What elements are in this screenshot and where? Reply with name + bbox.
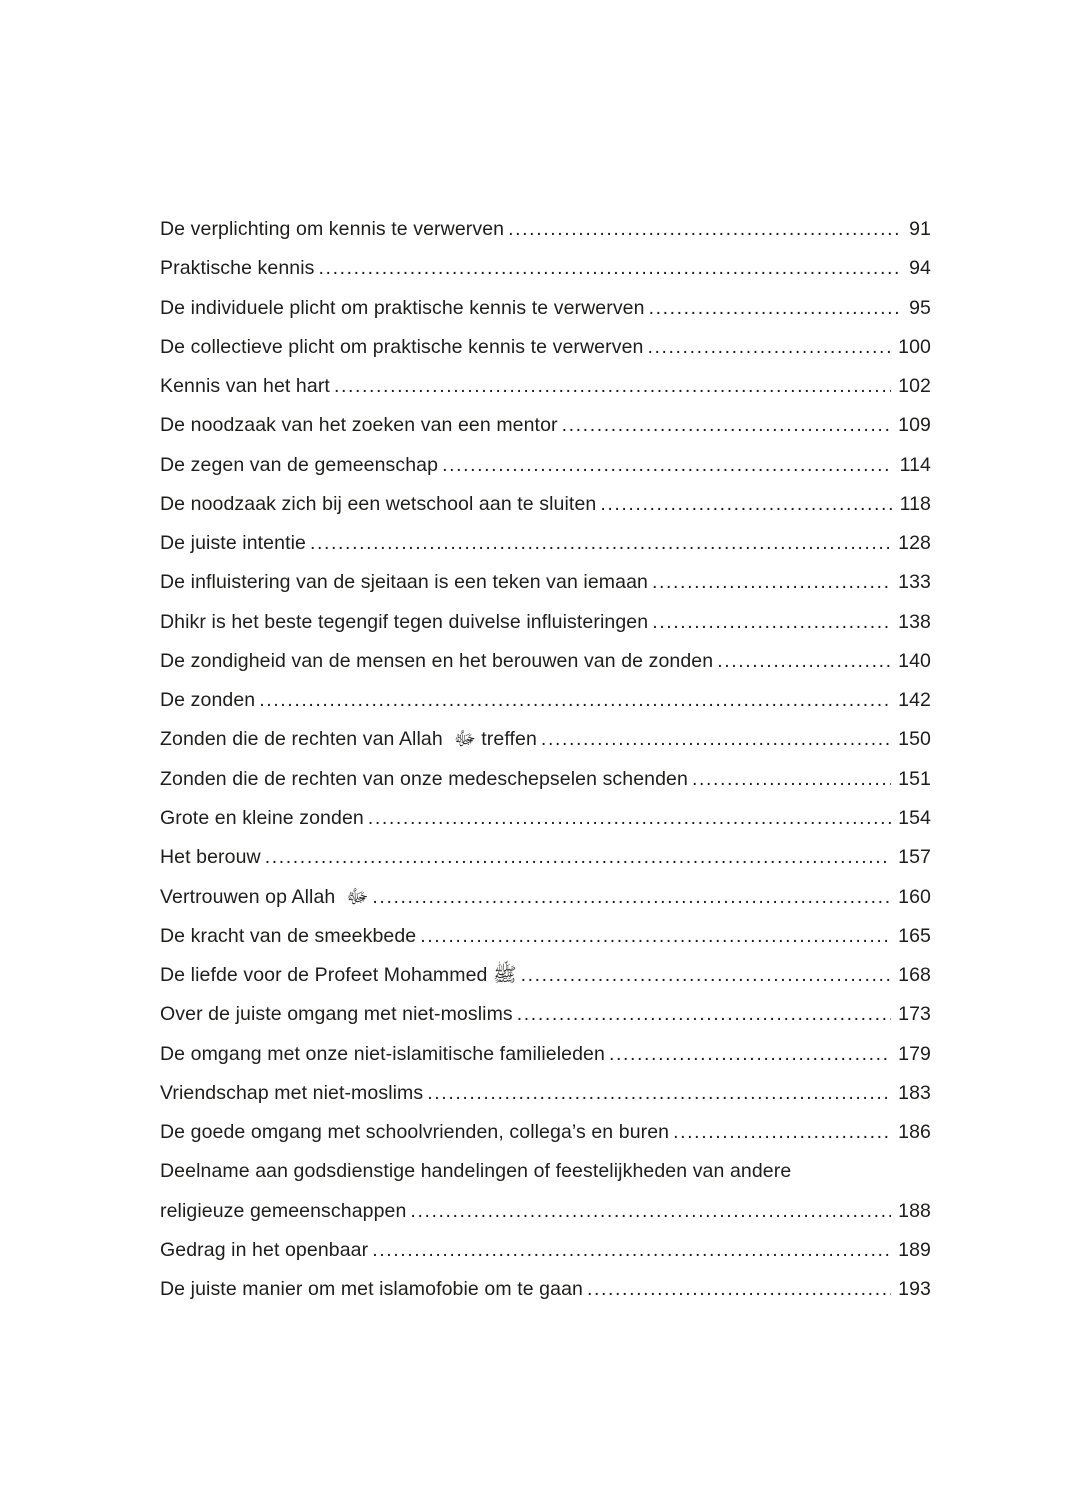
toc-dot-leader <box>517 995 891 1034</box>
toc-entry <box>160 642 931 681</box>
toc-entry-page: 168 <box>898 964 931 987</box>
toc-dot-leader <box>541 720 891 759</box>
toc-entry <box>160 367 931 406</box>
toc-dot-leader <box>372 1231 891 1270</box>
toc-entry-page: 91 <box>909 218 931 240</box>
toc-dot-leader <box>600 485 892 524</box>
toc-entry <box>160 485 931 524</box>
toc-entry <box>160 1270 931 1309</box>
toc-entry <box>160 720 931 759</box>
toc-dot-leader <box>647 328 891 367</box>
toc-entry-title: religieuze gemeenschappen <box>160 1199 407 1222</box>
toc-entry <box>160 1035 931 1074</box>
toc-entry-title: Deelname aan godsdienstige handelingen of feestelijkheden van andere <box>160 1160 792 1183</box>
toc-entry <box>160 681 931 720</box>
toc-entry <box>160 1074 931 1113</box>
toc-entry <box>160 603 931 642</box>
toc-entry-title: De noodzaak van het zoeken van een mentor <box>160 414 558 437</box>
toc-entry <box>160 917 931 956</box>
toc-dot-leader <box>652 603 891 642</box>
toc-entry-page: 140 <box>898 649 931 672</box>
toc-entry-title: De kracht van de smeekbede <box>160 924 417 947</box>
toc-entry <box>160 1231 931 1270</box>
toc-entry <box>160 838 931 877</box>
toc-entry-page: 109 <box>898 414 931 437</box>
toc-entry-title: Het berouw <box>160 846 261 869</box>
toc-list <box>160 210 931 1309</box>
toc-entry-page: 151 <box>898 767 931 790</box>
toc-entry-title: De juiste manier om met islamofobie om te gaan <box>160 1278 583 1301</box>
toc-entry-title: Zonden die de rechten van onze medeschepselen schenden <box>160 767 688 790</box>
toc-dot-leader <box>420 917 891 956</box>
toc-dot-leader <box>562 406 892 445</box>
toc-entry <box>160 563 931 602</box>
toc-entry-page: 183 <box>898 1081 931 1104</box>
toc-entry-page: 102 <box>898 375 931 398</box>
toc-entry-title: De zondigheid van de mensen en het berouwen van de zonden <box>160 649 714 672</box>
toc-entry <box>160 1152 931 1191</box>
toc-entry <box>160 446 931 485</box>
toc-dot-leader <box>368 799 891 838</box>
toc-entry-page: 150 <box>898 728 931 751</box>
toc-dot-leader <box>521 956 892 995</box>
toc-entry-title: De omgang met onze niet-islamitische familieleden <box>160 1042 605 1065</box>
toc-entry-title: De verplichting om kennis te verwerven <box>160 218 505 240</box>
toc-entry-page: 142 <box>898 689 931 712</box>
toc-entry-title: De liefde voor de Profeet Mohammed ﷺ <box>160 964 517 987</box>
toc-entry-page: 154 <box>898 806 931 829</box>
toc-dot-leader <box>372 878 891 917</box>
toc-entry-title: Zonden die de rechten van Allah ﷻ treffen <box>160 728 537 751</box>
toc-entry-page: 133 <box>898 571 931 594</box>
toc-dot-leader <box>334 367 891 406</box>
toc-entry-title: De juiste intentie <box>160 532 306 555</box>
toc-dot-leader <box>649 289 903 328</box>
toc-dot-leader <box>508 210 902 249</box>
toc-entry-page: 128 <box>898 532 931 555</box>
toc-entry-page: 118 <box>899 492 931 515</box>
toc-entry-page: 165 <box>898 924 931 947</box>
toc-entry-title: De influistering van de sjeitaan is een teken van iemaan <box>160 571 648 594</box>
toc-dot-leader <box>652 563 891 602</box>
toc-entry-title: Praktische kennis <box>160 257 315 280</box>
toc-entry <box>160 799 931 838</box>
toc-dot-leader <box>692 760 891 799</box>
toc-entry <box>160 760 931 799</box>
toc-entry-title: Kennis van het hart <box>160 375 330 398</box>
toc-entry-page: 94 <box>909 257 931 280</box>
toc-entry <box>160 995 931 1034</box>
toc-entry-title: De goede omgang met schoolvrienden, collega’s en buren <box>160 1121 670 1144</box>
toc-entry-page: 95 <box>909 296 931 319</box>
toc-dot-leader <box>717 642 891 681</box>
toc-dot-leader <box>265 838 891 877</box>
toc-dot-leader <box>587 1270 891 1309</box>
toc-entry-title: Dhikr is het beste tegengif tegen duivelse influisteringen <box>160 610 649 633</box>
toc-dot-leader <box>609 1035 891 1074</box>
toc-entry-page: 160 <box>898 885 931 908</box>
toc-dot-leader <box>673 1113 891 1152</box>
toc-entry-page: 179 <box>898 1042 931 1065</box>
toc-entry-page: 188 <box>898 1199 931 1222</box>
toc-dot-leader <box>319 249 903 288</box>
toc-entry-page: 100 <box>898 335 931 358</box>
toc-entry <box>160 328 931 367</box>
toc-entry-title: Gedrag in het openbaar <box>160 1238 369 1261</box>
toc-entry <box>160 289 931 328</box>
toc-entry-title: De noodzaak zich bij een wetschool aan te sluiten <box>160 492 597 515</box>
toc-entry-page: 157 <box>898 846 931 869</box>
toc-entry <box>160 406 931 445</box>
toc-entry <box>160 878 931 917</box>
toc-entry <box>160 249 931 288</box>
toc-dot-leader <box>259 681 891 720</box>
toc-entry-title: Vertrouwen op Allah ﷻ <box>160 885 369 908</box>
toc-entry <box>160 210 931 249</box>
toc-entry-title: De zonden <box>160 689 256 712</box>
toc-entry <box>160 956 931 995</box>
toc-dot-leader <box>442 446 893 485</box>
toc-entry-title: De individuele plicht om praktische kennis te verwerven <box>160 296 645 319</box>
toc-dot-leader <box>427 1074 891 1113</box>
toc-entry-page: 173 <box>898 1003 931 1026</box>
toc-entry <box>160 524 931 563</box>
toc-dot-leader <box>410 1192 891 1231</box>
toc-entry-title: Vriendschap met niet-moslims <box>160 1081 424 1104</box>
toc-entry-page: 138 <box>898 610 931 633</box>
toc-entry-title: Over de juiste omgang met niet-moslims <box>160 1003 513 1026</box>
toc-entry <box>160 1192 931 1231</box>
toc-entry <box>160 1113 931 1152</box>
toc-entry-page: 186 <box>898 1121 931 1144</box>
toc-entry-page: 193 <box>898 1278 931 1301</box>
toc-entry-page: 114 <box>899 453 931 476</box>
toc-entry-title: Grote en kleine zonden <box>160 806 364 829</box>
toc-entry-title: De collectieve plicht om praktische kennis te verwerven <box>160 335 644 358</box>
toc-dot-leader <box>310 524 891 563</box>
toc-entry-page: 189 <box>898 1238 931 1261</box>
toc-entry-title: De zegen van de gemeenschap <box>160 453 439 476</box>
